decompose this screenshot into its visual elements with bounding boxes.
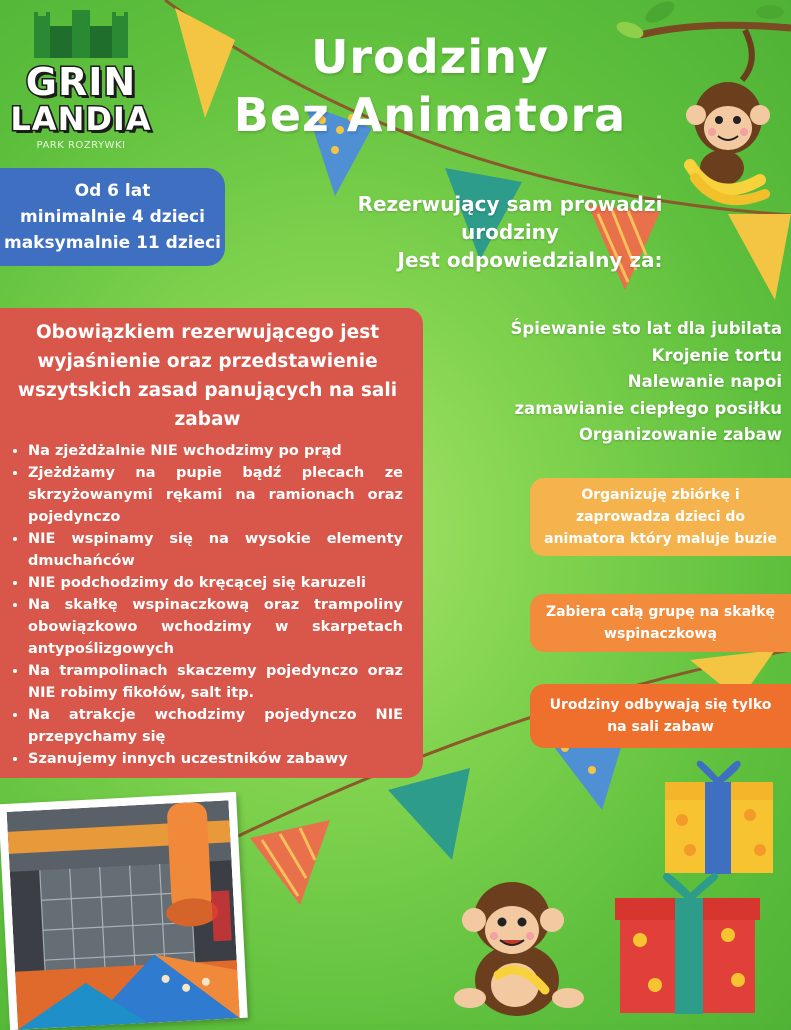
info-card-text: Zabiera całą grupę na skałkę wspinaczkową [545, 604, 776, 642]
title-line-2: Bez Animatora [233, 88, 627, 142]
rule-item: • NIE podchodzimy do kręcącej się karuzeli [28, 572, 403, 594]
responsibility-item: zamawianie ciepłego posiłku [514, 398, 782, 418]
age-info-box [0, 168, 225, 266]
logo-line-1: GRIN [25, 60, 137, 104]
host-line-2: urodziny [461, 220, 559, 244]
rules-list [8, 440, 403, 770]
rules-box [0, 308, 423, 778]
host-heading [290, 190, 730, 274]
info-card-face-painting [530, 478, 791, 556]
gift-box-yellow [665, 764, 773, 874]
host-line-3: Jest odpowiedzialny za: [397, 248, 663, 272]
title-line-1: Urodziny [311, 30, 549, 84]
bunting-flag [250, 820, 330, 905]
monkey-sitting [454, 882, 584, 1016]
info-card-play-hall [530, 684, 791, 748]
responsibility-item: Nalewanie napoi [627, 372, 782, 391]
rule-item: • Na zjeżdżalnie NIE wchodzimy po prąd [28, 440, 403, 462]
rule-item: • NIE wspinamy się na wysokie elementy dmuchańców [28, 528, 403, 572]
bunting-flag [728, 214, 791, 300]
logo-subtitle: PARK ROZRYWKI [36, 140, 126, 151]
age-line-1: Od 6 lat [74, 181, 151, 201]
responsibilities-list [440, 316, 782, 449]
info-card-text: Organizuję zbiórkę i zaprowadza dzieci do animatora który maluje buzie [544, 487, 777, 547]
rule-item: • Zjeżdżamy na pupie bądź plecach ze skrzyżowanymi rękami na ramionach oraz pojedynczo [28, 462, 403, 528]
logo-line-2: LANDIA [10, 100, 152, 138]
page-title [170, 28, 690, 144]
responsibility-item: Śpiewanie sto lat dla jubilata [510, 319, 782, 338]
age-line-3: maksymalnie 11 dzieci [4, 233, 221, 253]
rule-item: • Na skałkę wspinaczkową oraz trampoliny obowiązkowo wchodzimy w skarpetach antypoślizgowych [28, 594, 403, 660]
castle-icon [6, 8, 156, 68]
rule-item: • Szanujemy innych uczestników zabawy [28, 748, 403, 770]
monkey-hanging [686, 30, 770, 200]
age-line-2: minimalnie 4 dzieci [20, 207, 205, 227]
host-line-1: Rezerwujący sam prowadzi [357, 192, 663, 216]
rule-item: • Na trampolinach skaczemy pojedynczo oraz NIE robimy fikołów, salt itp. [28, 660, 403, 704]
rule-item: • Na atrakcje wchodzimy pojedynczo NIE przepychamy się [28, 704, 403, 748]
rules-heading: Obowiązkiem rezerwującego jest wyjaśnienie oraz przedstawienie wszytskich zasad panujących na sali zabaw [17, 322, 398, 430]
playground-photo-image [7, 800, 240, 1029]
bunting-flag [388, 768, 470, 860]
responsibility-item: Krojenie tortu [651, 345, 782, 365]
info-card-text: Urodziny odbywają się tylko na sali zabaw [549, 697, 772, 735]
info-card-climbing-wall [530, 594, 791, 652]
grinlandia-logo [6, 8, 156, 158]
playground-photo [0, 792, 248, 1030]
gift-box-red [615, 877, 760, 1014]
responsibility-item: Organizowanie zabaw [578, 425, 782, 444]
